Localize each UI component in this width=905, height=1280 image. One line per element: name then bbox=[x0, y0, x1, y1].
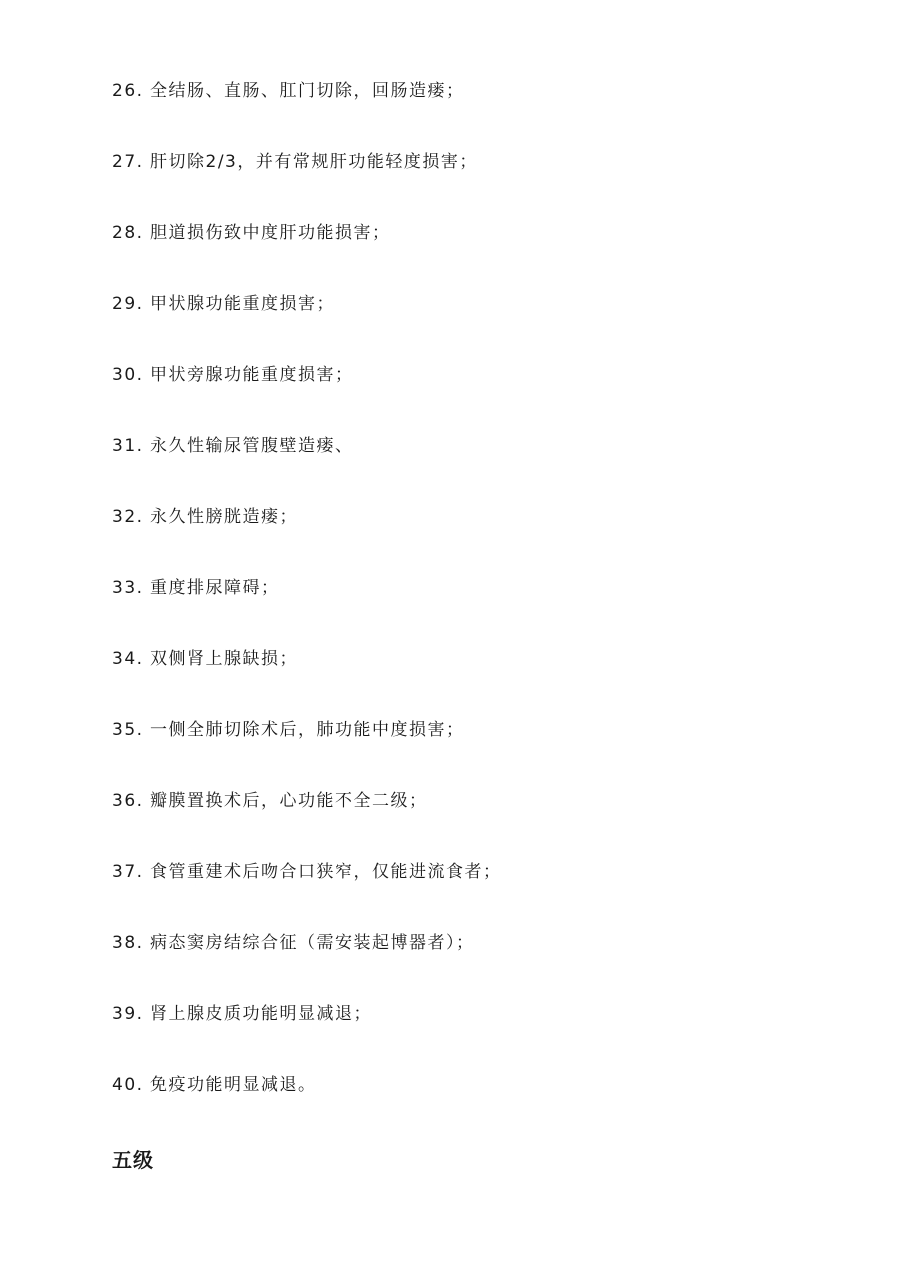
item-text: 病态窦房结综合征（需安装起博器者）； bbox=[150, 933, 475, 953]
item-text: 肝切除2/3，并有常规肝功能轻度损害； bbox=[150, 152, 478, 172]
section-heading: 五级 bbox=[112, 1148, 154, 1172]
item-text: 肾上腺皮质功能明显减退； bbox=[150, 1004, 372, 1024]
item-number: 32. bbox=[112, 507, 144, 527]
item-text: 双侧肾上腺缺损； bbox=[150, 649, 298, 669]
item-number: 30. bbox=[112, 365, 144, 385]
disability-item-list bbox=[112, 76, 852, 1141]
list-item bbox=[112, 502, 852, 573]
item-text: 永久性输尿管腹壁造瘘、 bbox=[150, 436, 354, 456]
list-item bbox=[112, 786, 852, 857]
item-number: 33. bbox=[112, 578, 144, 598]
list-item bbox=[112, 1070, 852, 1141]
item-number: 37. bbox=[112, 862, 144, 882]
item-number: 38. bbox=[112, 933, 144, 953]
list-item bbox=[112, 857, 852, 928]
list-item bbox=[112, 999, 852, 1070]
list-item bbox=[112, 928, 852, 999]
list-item bbox=[112, 715, 852, 786]
item-text: 甲状腺功能重度损害； bbox=[150, 294, 335, 314]
item-number: 28. bbox=[112, 223, 144, 243]
item-text: 永久性膀胱造瘘； bbox=[150, 507, 298, 527]
list-item bbox=[112, 289, 852, 360]
item-number: 29. bbox=[112, 294, 144, 314]
item-number: 27. bbox=[112, 152, 144, 172]
item-text: 全结肠、直肠、肛门切除，回肠造瘘； bbox=[150, 81, 465, 101]
item-number: 35. bbox=[112, 720, 144, 740]
item-number: 34. bbox=[112, 649, 144, 669]
list-item bbox=[112, 147, 852, 218]
item-text: 重度排尿障碍； bbox=[150, 578, 280, 598]
item-text: 瓣膜置换术后，心功能不全二级； bbox=[150, 791, 428, 811]
item-number: 31. bbox=[112, 436, 144, 456]
item-text: 甲状旁腺功能重度损害； bbox=[150, 365, 354, 385]
item-number: 26. bbox=[112, 81, 144, 101]
item-number: 36. bbox=[112, 791, 144, 811]
list-item bbox=[112, 431, 852, 502]
list-item bbox=[112, 644, 852, 715]
list-item bbox=[112, 360, 852, 431]
list-item bbox=[112, 218, 852, 289]
list-item bbox=[112, 573, 852, 644]
item-text: 免疫功能明显减退。 bbox=[150, 1075, 317, 1095]
item-number: 39. bbox=[112, 1004, 144, 1024]
item-text: 一侧全肺切除术后，肺功能中度损害； bbox=[150, 720, 465, 740]
item-text: 食管重建术后吻合口狭窄，仅能进流食者； bbox=[150, 862, 502, 882]
list-item bbox=[112, 76, 852, 147]
item-number: 40. bbox=[112, 1075, 144, 1095]
item-text: 胆道损伤致中度肝功能损害； bbox=[150, 223, 391, 243]
